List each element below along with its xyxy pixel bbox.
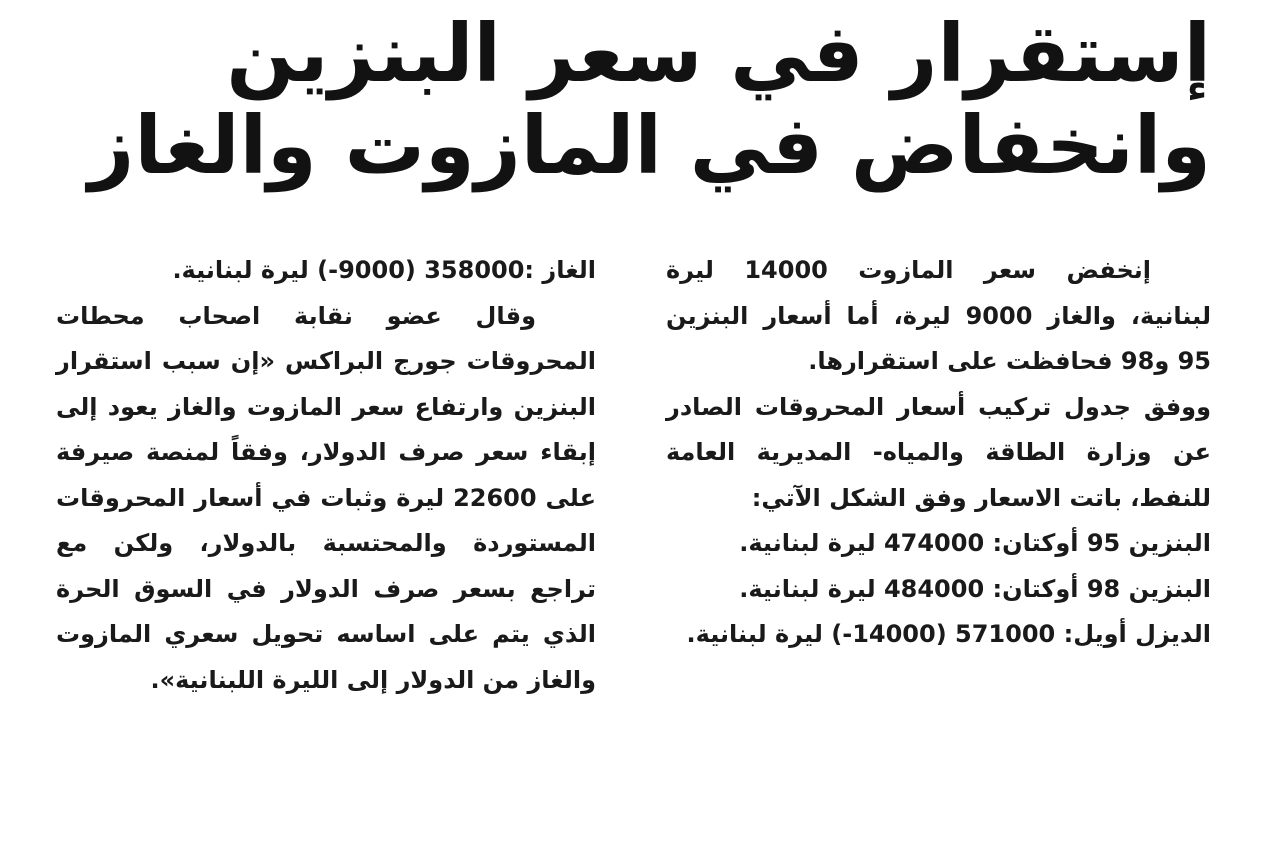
article-headline bbox=[88, 7, 1211, 192]
headline-line-2: وانخفاض في المازوت والغاز bbox=[88, 99, 1211, 192]
headline-line-1: إستقرار في سعر البنزين bbox=[226, 7, 1211, 100]
paragraph-fuel-decrease: إنخفض سعر المازوت 14000 ليرة لبنانية، والغاز 9000 ليرة، أما أسعار البنزين 95 و98 فحافظت على استقرارها. bbox=[666, 256, 1211, 375]
price-gasoline-95: البنزين 95 أوكتان: 474000 ليرة لبنانية. bbox=[739, 529, 1211, 557]
paragraph-price-table-source: ووفق جدول تركيب أسعار المحروقات الصادر عن وزارة الطاقة والمياه- المديرية العامة للنفط، باتت الاسعار وفق الشكل الآتي: bbox=[666, 392, 1211, 512]
article-column-right bbox=[666, 248, 1211, 658]
paragraph-quote: وقال عضو نقابة اصحاب محطات المحروقات جورج البراكس «إن سبب استقرار البنزين وارتفاع سعر المازوت والغاز يعود إلى إبقاء سعر صرف الدولار، وفقاً لمنصة صيرفة على 22600 ليرة وثبات في أسعار المحروقات المستوردة والمحتسبة بالدولار، ولكن مع تراجع بسعر صرف الدولار في السوق الحرة الذي يتم على اساسه تحويل سعري المازوت والغاز من الدولار إلى الليرة اللبنانية». bbox=[56, 301, 596, 694]
price-gas: الغاز :358000 (9000-) ليرة لبنانية. bbox=[172, 256, 596, 284]
price-gasoline-98: البنزين 98 أوكتان: 484000 ليرة لبنانية. bbox=[739, 574, 1211, 603]
price-diesel: الديزل أويل: 571000 (14000-) ليرة لبنانية. bbox=[686, 620, 1211, 648]
article-column-left bbox=[56, 248, 596, 703]
